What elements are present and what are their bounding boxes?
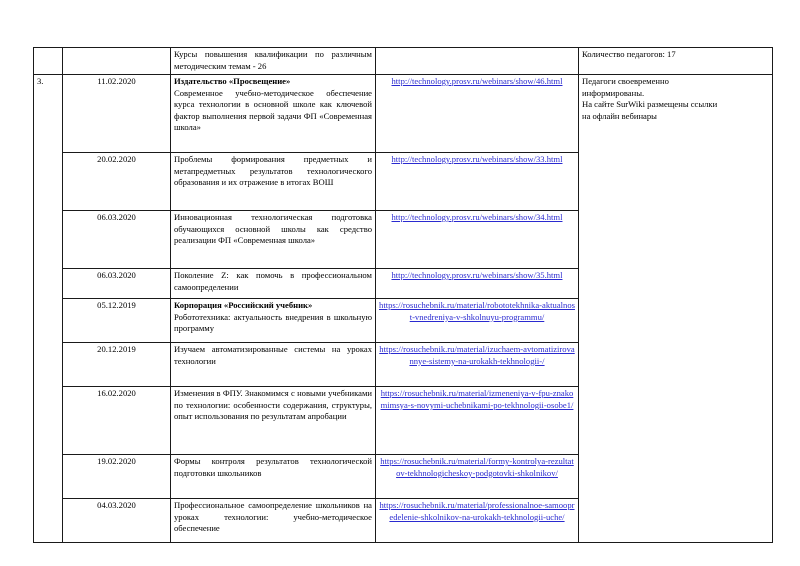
cell-link [376, 75, 579, 153]
webinar-link[interactable]: https://rosuchebnik.ru/material/izmeneniya-v-fpu-znakomimsya-s-novymi-uchebnikami-po-tekhnologii-osobe1/ [380, 388, 574, 410]
cell-date: 11.02.2020 [63, 75, 171, 153]
cell-link [376, 48, 579, 75]
cell-note-line: на офлайн вебинары [582, 110, 657, 121]
webinar-link[interactable]: https://rosuchebnik.ru/material/izuchaem-avtomatizirovannye-sistemy-na-urokakh-tekhnologii-/ [379, 344, 575, 366]
cell-topic-body: Современное учебно-методическое обеспечение курса технологии в основной школе как ключевой фактор выполнения первой задачи ФП «Современная школа» [174, 87, 372, 133]
webinar-link[interactable]: http://technology.prosv.ru/webinars/show/46.html [391, 76, 563, 87]
cell-date: 19.02.2020 [63, 455, 171, 499]
cell-note-line: информированы. [582, 87, 645, 98]
cell-note [579, 48, 773, 75]
webinar-link[interactable]: http://technology.prosv.ru/webinars/show/33.html [391, 154, 563, 165]
cell-topic-organization: Издательство «Просвещение» [174, 76, 291, 87]
cell-topic [171, 455, 376, 499]
cell-date: 20.12.2019 [63, 343, 171, 387]
cell-topic [171, 299, 376, 343]
cell-topic [171, 75, 376, 153]
cell-date: 16.02.2020 [63, 387, 171, 455]
cell-link [376, 299, 579, 343]
cell-topic [171, 343, 376, 387]
cell-topic-body: Инновационная технологическая подготовка обучающихся основной школы как средство реализации ФП «Современная школа» [174, 212, 372, 246]
cell-date: 04.03.2020 [63, 499, 171, 543]
webinar-link[interactable]: https://rosuchebnik.ru/material/robototekhnika-aktualnost-vnedreniya-v-shkolnuyu-programmu/ [379, 300, 575, 322]
webinar-link[interactable]: http://technology.prosv.ru/webinars/show/35.html [391, 270, 563, 281]
cell-topic-body: Формы контроля результатов технологической подготовки школьников [174, 456, 372, 478]
cell-note-line: Количество педагогов: 17 [582, 49, 676, 59]
cell-topic-body: Изучаем автоматизированные системы на уроках технологии [174, 344, 372, 366]
cell-topic-body: Робототехника: актуальность внедрения в школьную программу [174, 311, 372, 334]
cell-link [376, 387, 579, 455]
cell-topic [171, 499, 376, 543]
cell-topic [171, 387, 376, 455]
cell-topic [171, 48, 376, 75]
cell-note-line: На сайте SurWiki размещены ссылки [582, 99, 718, 110]
webinars-table [33, 47, 773, 543]
cell-topic-body: Изменения в ФПУ. Знакомимся с новыми учебниками по технологии: особенности содержания, структуры, опыт использования по результатам апробации [174, 388, 372, 422]
cell-link [376, 211, 579, 269]
cell-date: 06.03.2020 [63, 211, 171, 269]
cell-link [376, 153, 579, 211]
cell-date: 05.12.2019 [63, 299, 171, 343]
webinar-link[interactable]: http://technology.prosv.ru/webinars/show/34.html [391, 212, 563, 223]
cell-date: 06.03.2020 [63, 269, 171, 299]
cell-topic-body: Поколение Z: как помочь в профессиональном самоопределении [174, 270, 372, 292]
cell-link [376, 343, 579, 387]
webinar-link[interactable]: https://rosuchebnik.ru/material/formy-kontrolya-rezultatov-tekhnologicheskoy-podgotovki-shkolnikov/ [380, 456, 574, 478]
cell-topic-organization: Корпорация «Российский учебник» [174, 300, 313, 311]
cell-number: 3. [34, 75, 63, 543]
cell-topic-body: Проблемы формирования предметных и метапредметных результатов технологического образования и их отражение в итогах ВОШ [174, 154, 372, 188]
cell-topic [171, 211, 376, 269]
cell-topic [171, 153, 376, 211]
table-row [34, 75, 773, 153]
cell-date: 20.02.2020 [63, 153, 171, 211]
cell-topic-body: Курсы повышения квалификации по различным методическим темам - 26 [174, 49, 372, 71]
table-row [34, 48, 773, 75]
cell-note-line: Педагоги своевременно [582, 76, 669, 87]
cell-link [376, 499, 579, 543]
cell-note [579, 75, 773, 543]
webinar-link[interactable]: https://rosuchebnik.ru/material/professionalnoe-samoopredelenie-shkolnikov-na-urokakh-tekhnologii-uche/ [379, 500, 575, 522]
cell-topic [171, 269, 376, 299]
cell-topic-body: Профессиональное самоопределение школьников на уроках технологии: учебно-методическое обеспечение [174, 500, 372, 534]
cell-link [376, 455, 579, 499]
cell-link [376, 269, 579, 299]
cell-date [63, 48, 171, 75]
cell-number [34, 48, 63, 75]
